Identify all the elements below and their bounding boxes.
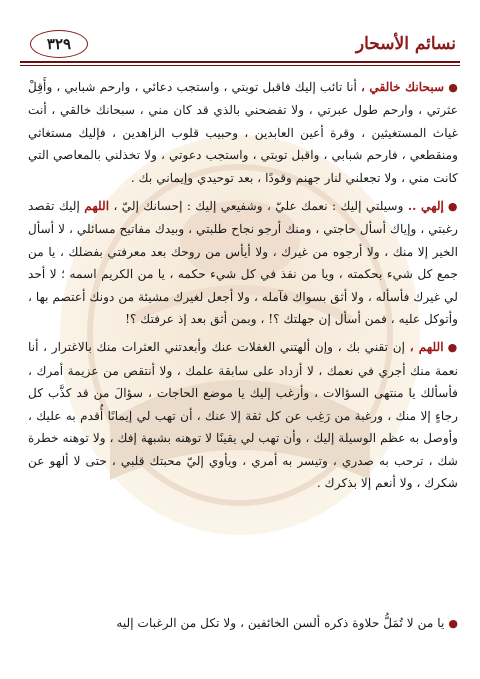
header-rule: [20, 61, 460, 63]
header-rule-thin: [20, 65, 460, 66]
paragraph-lead: سبحانك خالقي ،: [361, 80, 445, 94]
paragraph-2: [28, 195, 458, 330]
book-title: نسائم الأسحار: [355, 34, 456, 54]
body-text: [28, 76, 458, 499]
bullet-icon: ●: [448, 81, 459, 94]
paragraph-4: [28, 612, 458, 635]
bullet-icon: ●: [447, 200, 458, 214]
page-header: [20, 26, 460, 66]
page-number: ٣٢٩: [30, 30, 88, 58]
paragraph-text-continued: إليك تقصد رغبتي ، وإياك أسأل حاجتي ، ومنك أرجو نجاح طلبتي ، وبيدك مفاتيح مسائلي ، لا أسأل الخير إلا منك ، ولا أرجوه من غيرك ، ولا أيأس من روحك بعد معرفتي بفضلك ، يا من جمع كل شيء بحكمته ، ويا من نفذ في كل شيء حكمه ، يا من الكريم اسمه ؛ لا أحد لي غيرك فأسأله ، ولا أثق بسواك فآمله ، ولا أجعل لغيرك مشيئة من دونك أعتصم بها ، وأتوكل عليه ، فمن أسأل إن جهلتك ؟! ، وبمن أثق بعد إذ عرفتك ؟!: [28, 199, 458, 327]
paragraph-text: يا من لا تُمَلُّ حلاوة ذكره ألسن الخائفين ، ولا تكل من الرغبات إليه: [116, 616, 445, 630]
paragraph-text: إن تقني بك ، وإن ألهتني الغفلات عنك وأبعدتني العثرات منك بالاغترار ، أنا نعمة منك أجري في نعمك ، لا أزداد على سابقة علمك ، ولا أنتقص من عزيمة أمرك ، فأسألك يا منتهى السؤالات ، وأرغب إليك يا موضع الحاجات ، سؤالَ من قد كذَّب كل رجاءٍ إلا منك ، ورغبة من رَغِب عن كل ثقة إلا عنك ، أن تهب لي إيمانًا أُقدم به عليك ، وأوصل به عظم الوسيلة إليك ، وأن تهب لي يقينًا لا توهنه بشبهة إفك ، ولا توهنه خطرة شك ، ترحب به صدري ، وتيسر به أمري ، ويأوي إليّ محبتك قلبي ، حتى لا ألهو عن شكرك ، ولا أنعم إلا بذكرك .: [28, 340, 458, 490]
paragraph-1: [28, 76, 458, 189]
bullet-icon: ●: [448, 617, 458, 630]
paragraph-text: وسيلتي إليك : نعمك عليّ ، وشفيعي إليك : إحسانك إليّ ،: [109, 199, 408, 214]
bullet-icon: ●: [447, 341, 458, 355]
paragraph-text: أنا تائب إليك فاقبل توبتي ، واستجب دعائي ، وارحم شبابي ، وأَقِلْ عثرتي ، وارحم طول عبرتي ، ولا تفضحني بالذي قد كان مني ، سبحانك خالقي ، أنت غياث المستغيثين ، وقرة أعين العابدين ، وحبيب قلوب الزاهدين ، فإليك مستغاثي ومنقطعي ، فارحم شبابي ، واقبل توبتي ، واستجب دعوتي ، ولا تخذلني بالمعاصي التي كانت مني ، ولا تجعلني لنار جهنم وقودًا ، بعد توحيدي وإيماني بك .: [28, 80, 458, 185]
paragraph-lead: إلهي ..: [407, 199, 444, 214]
paragraph-3: [28, 336, 458, 494]
paragraph-inline-lead: اللهم: [84, 199, 110, 214]
paragraph-lead: اللهم ،: [409, 340, 444, 355]
